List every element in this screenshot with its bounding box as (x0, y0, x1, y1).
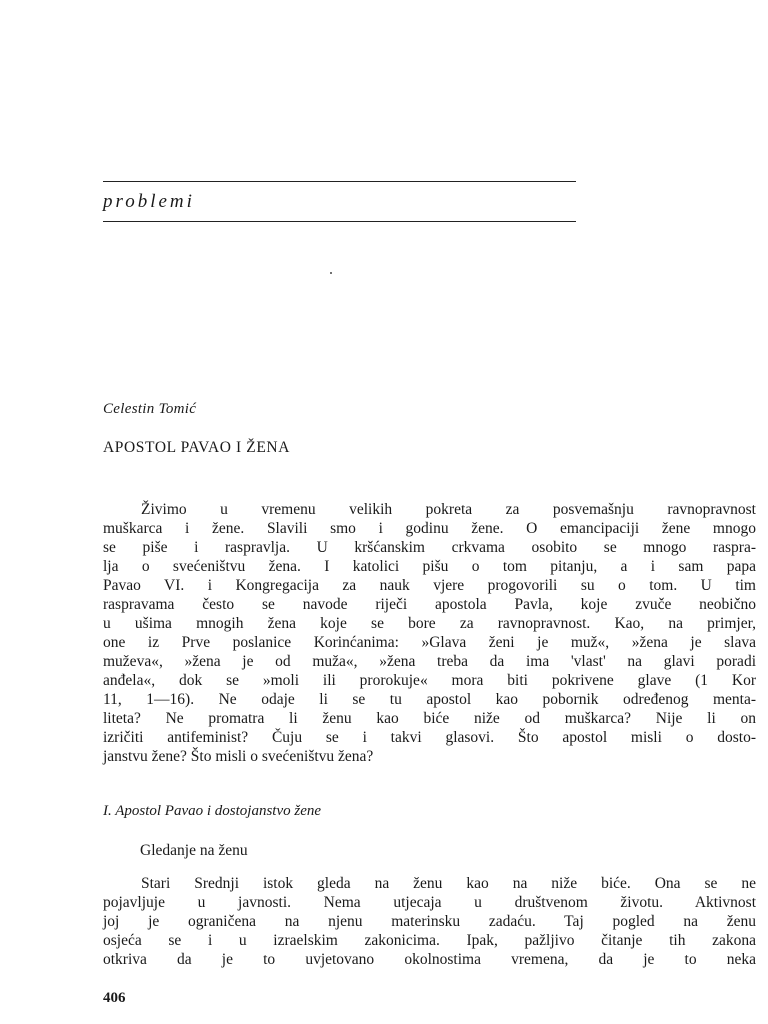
text-line: se piše i raspravlja. U kršćanskim crkvama osobito se mnogo raspra- (103, 539, 756, 556)
text-line: Živimo u vremenu velikih pokreta za posvemašnju ravnopravnost (141, 501, 756, 518)
section-label: problemi (103, 191, 195, 212)
article-title: APOSTOL PAVAO I ŽENA (103, 439, 290, 456)
paragraph-1 (103, 500, 756, 766)
text-line: muškarca i žene. Slavili smo i godinu žene. O emancipaciji žene mnogo (103, 520, 756, 537)
text-line: joj je ograničena na njenu materinsku zadaću. Taj pogled na ženu (103, 913, 756, 930)
text-line: otkriva da je to uvjetovano okolnostima vremena, da je to neka (103, 951, 756, 968)
top-rule (103, 181, 576, 182)
speck-mark (330, 272, 332, 274)
text-line: lja o svećeništvu žena. I katolici pišu o tom pitanju, a i sam papa (103, 558, 756, 575)
text-line: pojavljuje u javnosti. Nema utjecaja u društvenom životu. Aktivnost (103, 894, 756, 911)
paragraph-2 (103, 874, 756, 969)
page-number: 406 (103, 990, 126, 1006)
author-name: Celestin Tomić (103, 401, 197, 417)
text-line: Stari Srednji istok gleda na ženu kao na niže biće. Ona se ne (141, 875, 756, 892)
text-line: janstvu žene? Što misli o svećeništvu žena? (103, 748, 374, 765)
text-line: one iz Prve poslanice Korinćanima: »Glava ženi je muž«, »žena je slava (103, 634, 756, 651)
subsection-heading: Gledanje na ženu (140, 842, 248, 859)
text-line: u ušima mnogih žena koje se bore za ravnopravnost. Kao, na primjer, (103, 615, 756, 632)
bottom-rule (103, 221, 576, 222)
section-heading: I. Apostol Pavao i dostojanstvo žene (103, 803, 322, 819)
text-line: raspravama često se navode riječi apostola Pavla, koje zvuče neobično (103, 596, 756, 613)
text-line: muževa«, »žena je od muža«, »žena treba da ima 'vlast' na glavi poradi (103, 653, 756, 670)
text-line: izričiti antifeminist? Čuju se i takvi glasovi. Što apostol misli o dosto- (103, 729, 756, 746)
text-line: osjeća se i u izraelskim zakonicima. Ipak, pažljivo čitanje tih zakona (103, 932, 756, 949)
text-line: anđela«, dok se »moli ili prorokuje« mora biti pokrivene glave (1 Kor (103, 672, 756, 689)
text-line: 11, 1—16). Ne odaje li se tu apostol kao pobornik određenog menta- (103, 691, 756, 708)
text-line: liteta? Ne promatra li ženu kao biće niže od muškarca? Nije li on (103, 710, 756, 727)
text-line: Pavao VI. i Kongregacija za nauk vjere progovorili su o tom. U tim (103, 577, 756, 594)
